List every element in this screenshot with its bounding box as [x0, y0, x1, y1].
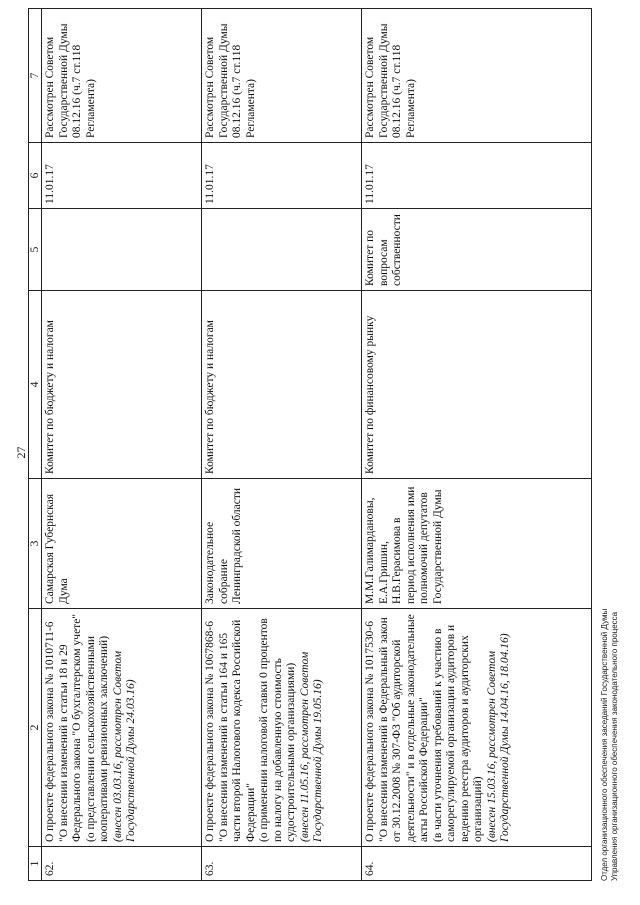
page-footer — [600, 609, 620, 881]
bill-introduced-date: (внесен 11.05.16, — [298, 761, 311, 842]
bill-introduced — [299, 613, 326, 842]
table-row — [42, 9, 202, 881]
bill-initiator: Законодательное собрание Ленинградской области — [202, 479, 362, 609]
bill-description — [202, 609, 362, 847]
bill-description — [42, 609, 202, 847]
bill-introduced — [486, 613, 513, 842]
bill-title: О проекте федерального закона № 1010711-6 "О внесении изменений в статьи 18 и 29 Федерального закона "О бухгалтерском учете" — [44, 613, 83, 842]
row-number: 63. — [202, 847, 362, 881]
table-row — [202, 9, 362, 881]
bill-title: О проекте федерального закона № 1017530-6 "О внесении изменений в Федеральный закон от 30.12.2008 № 307-ФЗ "Об аудиторской деятельности" и в отдельные законодательные акты Российской Федерации" — [364, 614, 430, 842]
column-header-7: 7 — [29, 9, 42, 143]
column-header-6: 6 — [29, 143, 42, 209]
deadline-date: 11.01.17 — [202, 143, 362, 209]
bill-status: Рассмотрен Советом Государственной Думы 08.12.16 (ч.7 ст.118 Регламента) — [362, 9, 592, 143]
bill-initiator: М.М.Галимардановы, Е.А.Гришин, Н.В.Герасимова в период исполнения ими полномочий депутатов Государственной Думы — [362, 479, 592, 609]
responsible-committee: Комитет по бюджету и налогам — [202, 291, 362, 479]
bill-reviewed: рассмотрен Советом Государственной Думы 24.03.16) — [111, 650, 137, 842]
responsible-committee: Комитет по бюджету и налогам — [42, 291, 202, 479]
column-header-2: 2 — [29, 609, 42, 847]
row-number: 64. — [362, 847, 592, 881]
bill-note: (о представлении сельскохозяйственными кооперативами ревизионных заключений) — [84, 635, 110, 842]
bill-title: О проекте федерального закона № 1067868-6 "О внесении изменений в статьи 164 и 165 части второй Налогового кодекса Российской Федерации" — [204, 619, 257, 842]
column-header-3: 3 — [29, 479, 42, 609]
bill-reviewed: рассмотрен Советом Государственной Думы 14.04.16, 18.04.16) — [485, 633, 511, 842]
co-committee — [42, 209, 202, 291]
bill-note: (в части уточнения требований к участию в саморегулируемой организации аудиторов и ведению реестра аудиторов и аудиторских организаций) — [431, 624, 484, 842]
column-header-4: 4 — [29, 291, 42, 479]
page-number: 27 — [14, 446, 28, 459]
header-row — [29, 9, 42, 881]
co-committee — [202, 209, 362, 291]
bill-reviewed: рассмотрен Советом Государственной Думы 19.05.16) — [298, 651, 324, 842]
responsible-committee: Комитет по финансовому рынку — [362, 291, 592, 479]
deadline-date: 11.01.17 — [362, 143, 592, 209]
bill-status: Рассмотрен Советом Государственной Думы 08.12.16 (ч.7 ст.118 Регламента) — [42, 9, 202, 143]
column-header-1: 1 — [29, 847, 42, 881]
table-row — [362, 9, 592, 881]
column-header-5: 5 — [29, 209, 42, 291]
bill-status: Рассмотрен Советом Государственной Думы 08.12.16 (ч.7 ст.118 Регламента) — [202, 9, 362, 143]
bill-introduced-date: (внесен 15.03.16, — [485, 760, 498, 842]
bill-introduced-date: (внесен 03.03.16, — [111, 760, 124, 842]
bill-introduced — [112, 613, 139, 842]
bills-table — [28, 8, 592, 881]
bill-initiator: Самарская Губернская Дума — [42, 479, 202, 609]
bill-description — [362, 609, 592, 847]
bill-note: (о применении налоговой ставки 0 процентов по налогу на добавленную стоимость судостроительными организациями) — [258, 618, 297, 842]
footer-line-1: Отдел организационного обеспечения заседаний Государственной Думы — [600, 608, 609, 881]
row-number: 62. — [42, 847, 202, 881]
co-committee: Комитет по вопросам собственности — [362, 209, 592, 291]
deadline-date: 11.01.17 — [42, 143, 202, 209]
footer-line-2: Управления организационного обеспечения законодательного процесса — [610, 611, 619, 881]
